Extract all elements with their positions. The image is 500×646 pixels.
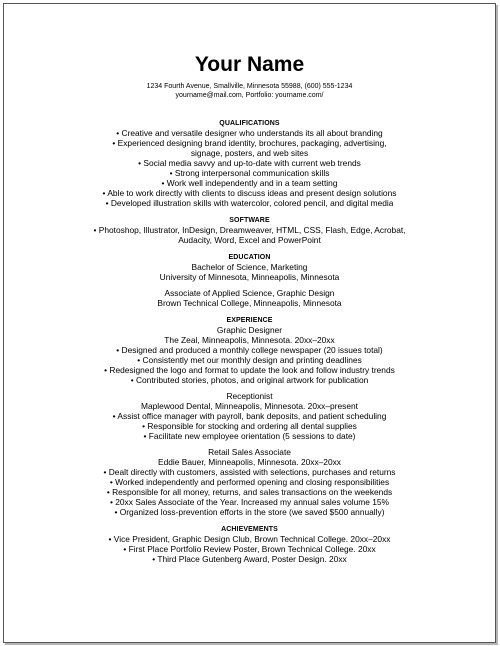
education-school: Brown Technical College, Minneapolis, Minnesota [157,298,342,308]
job-receptionist [4,391,495,441]
achievement-line: • First Place Portfolio Review Poster, Brown Technical College. 20xx [123,544,376,554]
resume-content [4,54,495,564]
job-duty: • Redesigned the logo and format to update the look and follow industry trends [104,365,395,375]
job-duty: • 20xx Sales Associate of the Year. Increased my annual sales volume 15% [109,497,389,507]
qualification-line: signage, posters, and web sites [190,148,309,158]
job-title: Retail Sales Associate [208,447,291,457]
education-school: University of Minnesota, Minneapolis, Minnesota [159,272,340,282]
achievements-heading: ACHIEVEMENTS [221,526,278,533]
qualification-line: • Strong interpersonal communication skills [169,168,330,178]
software-section [4,225,495,245]
contact-email-portfolio: yourname@mail.com, Portfolio: yourname.com/ [175,92,324,99]
experience-section [4,325,495,517]
achievement-line: • Vice President, Graphic Design Club, Brown Technical College. 20xx–20xx [108,534,391,544]
qualification-line: • Developed illustration skills with watercolor, colored pencil, and digital media [105,198,394,208]
qualifications-section [4,128,495,208]
software-line: • Photoshop, Illustrator, InDesign, Dreamweaver, HTML, CSS, Flash, Edge, Acrobat, [93,225,406,235]
job-duty: • Responsible for stocking and ordering all dental supplies [142,421,357,431]
resume-page [3,3,496,643]
job-employer: Maplewood Dental, Minneapolis, Minnesota. 20xx–present [141,401,358,411]
job-graphic-designer [4,325,495,385]
experience-heading: EXPERIENCE [226,317,273,324]
job-duty: • Worked independently and performed opening and closing responsibilities [109,477,390,487]
job-duty: • Organized loss-prevention efforts in the store (we saved $500 annually) [114,507,385,517]
education-degree: Bachelor of Science, Marketing [191,262,308,272]
qualification-line: • Creative and versatile designer who understands its all about branding [116,128,383,138]
qualification-line: • Social media savvy and up-to-date with current web trends [138,158,361,168]
qualification-line: • Work well independently and in a team setting [161,178,338,188]
education-heading: EDUCATION [228,254,271,261]
qualification-line: • Experienced designing brand identity, brochures, packaging, advertising, [112,138,387,148]
job-duty: • Responsible for all money, returns, and sales transactions on the weekends [106,487,393,497]
achievement-line: • Third Place Gutenberg Award, Poster Design. 20xx [152,554,347,564]
education-degree: Associate of Applied Science, Graphic Design [164,288,335,298]
job-duty: • Consistently met our monthly design and printing deadlines [137,355,362,365]
contact-info [4,82,495,100]
job-duty: • Facilitate new employee orientation (5 sessions to date) [143,431,356,441]
resume-name: Your Name [194,53,305,76]
job-duty: • Contributed stories, photos, and original artwork for publication [130,375,369,385]
contact-address: 1234 Fourth Avenue, Smallville, Minnesota 55988, (600) 555-1234 [146,83,353,90]
job-retail-sales [4,447,495,517]
software-line: Audacity, Word, Excel and PowerPoint [178,235,321,245]
job-duty: • Assist office manager with payroll, bank deposits, and patient scheduling [112,411,387,421]
qualifications-heading: QUALIFICATIONS [219,120,280,127]
software-heading: SOFTWARE [229,217,270,224]
job-title: Receptionist [226,391,273,401]
qualification-line: • Able to work directly with clients to discuss ideas and present design solutions [102,188,397,198]
job-duty: • Dealt directly with customers, assisted with selections, purchases and returns [103,467,396,477]
education-section [4,262,495,308]
job-employer: Eddie Bauer, Minneapolis, Minnesota. 20xx–20xx [158,457,341,467]
achievements-section [4,534,495,564]
job-duty: • Designed and produced a monthly college newspaper (20 issues total) [116,345,383,355]
job-employer: The Zeal, Minneapolis, Minnesota. 20xx–20xx [164,335,335,345]
job-title: Graphic Designer [216,325,283,335]
